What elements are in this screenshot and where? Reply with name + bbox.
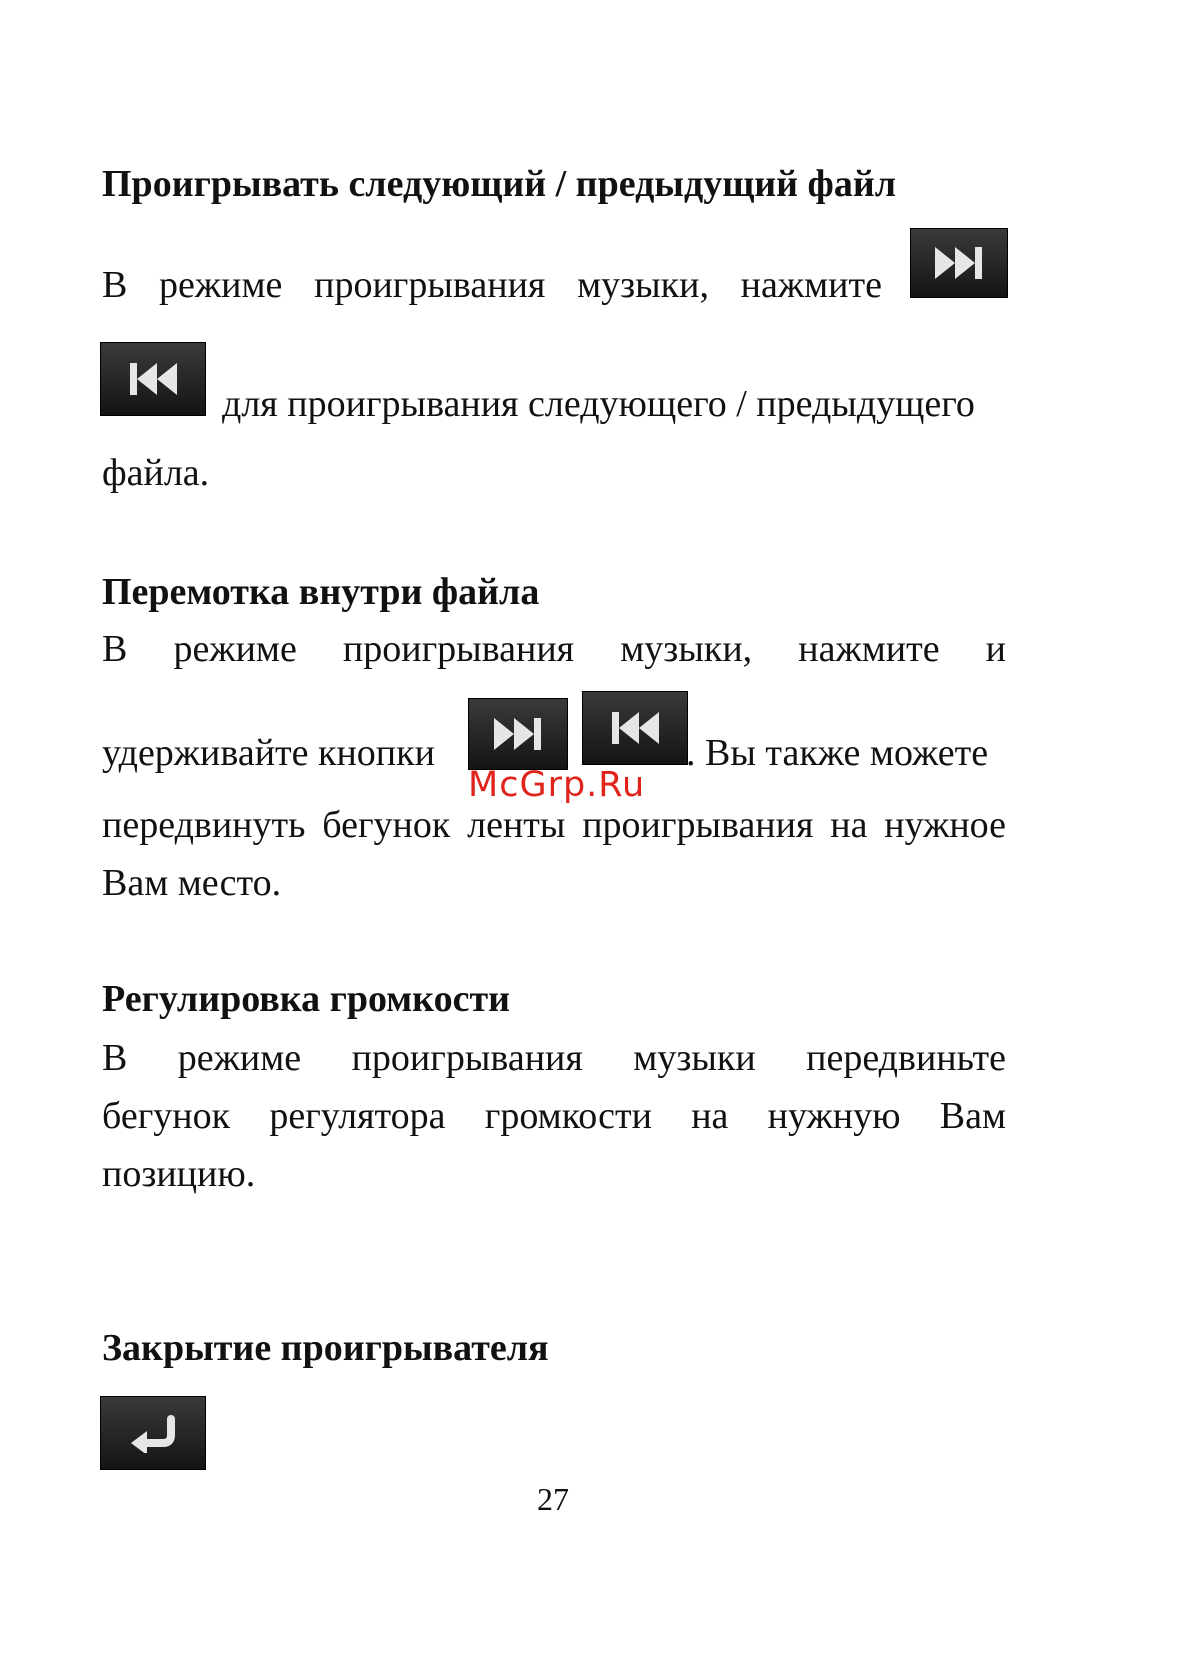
paragraph-volume-line2: бегунок регулятора громкости на нужную Вам: [102, 1095, 1006, 1137]
heading-seek: Перемотка внутри файла: [102, 571, 540, 613]
next-track-button[interactable]: [910, 228, 1008, 298]
heading-volume: Регулировка громкости: [102, 978, 510, 1020]
watermark: McGrp.Ru: [468, 765, 646, 805]
next-track-icon: [929, 241, 989, 285]
previous-track-button[interactable]: [100, 342, 206, 416]
next-track-button-seek[interactable]: [468, 698, 568, 770]
previous-track-icon: [605, 706, 665, 750]
back-button[interactable]: [100, 1396, 206, 1470]
paragraph-seek-line1: В режиме проигрывания музыки, нажмите и: [102, 628, 1006, 670]
previous-track-icon: [123, 357, 183, 401]
paragraph-volume-line3: позицию.: [102, 1153, 256, 1195]
paragraph-next-prev-line2: для проигрывания следующего / предыдущего: [222, 383, 975, 425]
next-track-icon: [488, 712, 548, 756]
paragraph-volume-line1: В режиме проигрывания музыки передвиньте: [102, 1037, 1006, 1079]
paragraph-next-prev-line1: В режиме проигрывания музыки, нажмите: [102, 264, 882, 306]
paragraph-seek-line2a: удерживайте кнопки: [102, 732, 435, 774]
paragraph-next-prev-line3: файла.: [102, 452, 210, 494]
paragraph-seek-line3: передвинуть бегунок ленты проигрывания на нужное: [102, 804, 1006, 846]
page-number: 27: [537, 1481, 569, 1517]
paragraph-seek-line4: Вам место.: [102, 862, 282, 904]
heading-next-prev: Проигрывать следующий / предыдущий файл: [102, 163, 897, 205]
previous-track-button-seek[interactable]: [582, 691, 688, 765]
paragraph-seek-line2b: . Вы также можете: [686, 732, 989, 774]
heading-close: Закрытие проигрывателя: [102, 1327, 549, 1369]
back-arrow-icon: [123, 1413, 183, 1453]
